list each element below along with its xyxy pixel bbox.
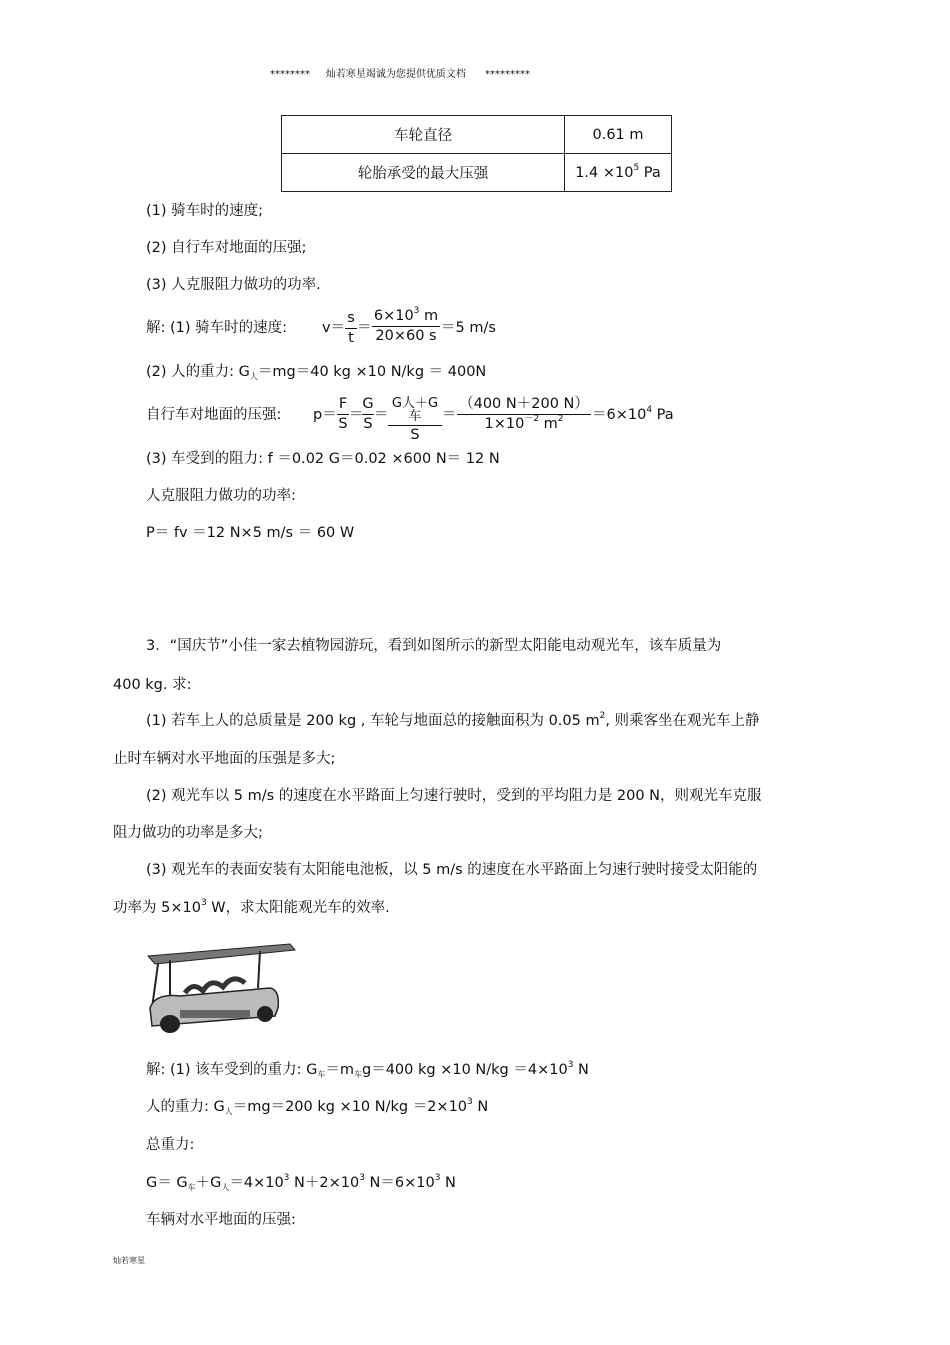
fraction-distance-over-time: $6\times 10^3$ m 20×60 s [373, 306, 439, 344]
q2-item-2: (2) 自行车对地面的压强; [146, 240, 307, 256]
fraction-F-over-S: F S [338, 396, 348, 432]
table-key: 轮胎承受的最大压强 [282, 154, 565, 192]
q3-sol5: 车辆对水平地面的压强: [146, 1212, 296, 1228]
table-row [282, 154, 672, 192]
q2-sol3: (3) 车受到的阻力: f ＝0.02 G＝0.02 ×600 N＝ 12 N [146, 451, 500, 467]
fraction-force-over-area: （400 N＋200 N） $1\times 10^{-2}$ $m^2$ [457, 397, 591, 431]
page-footer: 灿若寒星 [113, 1256, 145, 1265]
fraction-Gsum-over-S: G人＋G车 S [388, 397, 442, 443]
q3-sol3: 总重力: [146, 1137, 195, 1153]
equals-sign: ＝ [374, 407, 389, 423]
q2-sol1-label: 解: (1) 骑车时的速度: [146, 320, 288, 336]
q2-sol1-v: v＝ [322, 320, 346, 336]
spec-table [281, 115, 672, 192]
q3-part2: (2) 观光车以 5 m/s 的速度在水平路面上匀速行驶时，受到的平均阻力是 200 N，则观光车克服 [146, 788, 762, 804]
q2-sol1-result: ＝5 m/s [441, 320, 496, 336]
q3-part2-cont: 阻力做功的功率是多大; [113, 825, 263, 841]
solar-tour-car-image [140, 938, 300, 1043]
p-equals: p＝ [313, 407, 337, 423]
equals-sign: ＝ [357, 320, 372, 336]
fraction-s-over-t: s t [345, 311, 357, 345]
q2-item-3: (3) 人克服阻力做功的功率. [146, 277, 321, 293]
header-stars-left: ******** [270, 69, 310, 80]
header-stars-right: ********* [484, 69, 530, 80]
q3-sol2: 人的重力: $G_人=mg=200$ kg ×10 $N/kg =2\times 10^3$ N [146, 1097, 489, 1116]
header-text: 灿若寒星竭诚为您提供优质文档 [325, 69, 466, 80]
q3-part1-cont: 止时车辆对水平地面的压强是多大; [113, 751, 336, 767]
q3-sol4: $G= G_车+G_人=4\times 10^3$ $N+2\times 10^3$ $N=6\times 10^3$ N [146, 1173, 456, 1192]
q3-part1: (1) 若车上人的总质量是 200 kg , 车轮与地面总的接触面积为 0.05 $m^2$, 则乘客坐在观光车上静 [146, 711, 760, 729]
q2-item-1: (1) 骑车时的速度; [146, 203, 264, 219]
equals-sign: ＝ [349, 407, 364, 423]
q3-sol1: 解: (1) 该车受到的重力: $G_车=m_车g=400$ kg ×10 $N/kg =4\times 10^3$ N [146, 1060, 589, 1079]
q2-sol2b-label: 自行车对地面的压强: [146, 407, 282, 423]
table-row [282, 116, 672, 154]
table-value: 0.61 m [565, 116, 672, 154]
page-header [270, 70, 530, 80]
table-value: $1.4 \times 10^5$ Pa [565, 154, 672, 192]
q2-sol3c: P＝ fv ＝12 N×5 m/s ＝ 60 W [146, 525, 355, 541]
table-key: 车轮直径 [282, 116, 565, 154]
q2-sol2a: (2) 人的重力: $G_人=mg=40$ kg ×10 N/kg ＝ 400N [146, 364, 487, 381]
q3-part3-cont: 功率为 $5\times 10^3$ W，求太阳能观光车的效率. [113, 898, 390, 916]
q2-sol3b: 人克服阻力做功的功率: [146, 488, 296, 504]
q3-part3: (3) 观光车的表面安装有太阳能电池板，以 5 m/s 的速度在水平路面上匀速行驶时接受太阳能的 [146, 862, 758, 878]
q2-sol2b-result: $=6\times 10^4$ Pa [592, 405, 674, 423]
q3-title-cont: 400 kg. 求: [113, 677, 192, 693]
equals-sign: ＝ [442, 407, 457, 423]
q3-title: 3．“国庆节”小佳一家去植物园游玩，看到如图所示的新型太阳能电动观光车，该车质量为 [146, 638, 722, 654]
fraction-G-over-S: G S [362, 396, 374, 432]
